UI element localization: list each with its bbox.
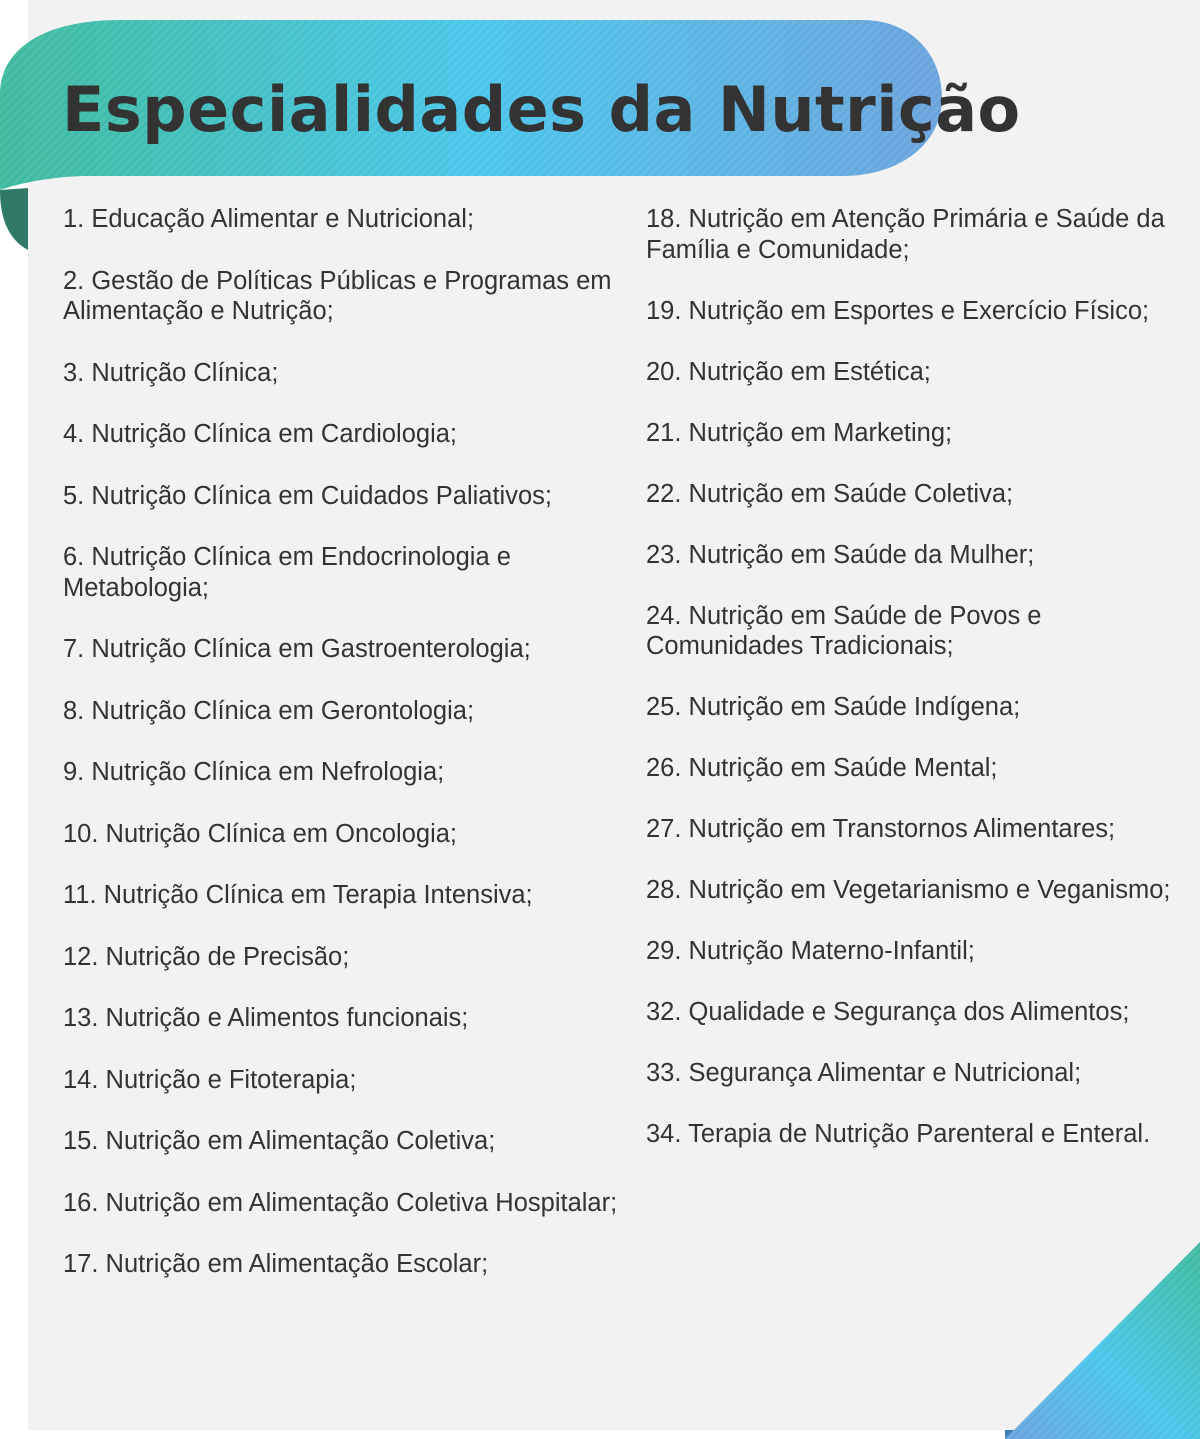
specialties-list-right — [646, 204, 1186, 1180]
list-item: 29. Nutrição Materno-Infantil; — [646, 937, 975, 965]
list-item: 2. Gestão de Políticas Públicas e Programas em Alimentação e Nutrição; — [63, 266, 612, 325]
list-item: 17. Nutrição em Alimentação Escolar; — [63, 1250, 489, 1278]
list-item: 21. Nutrição em Marketing; — [646, 418, 953, 447]
list-item: 5. Nutrição Clínica em Cuidados Paliativos; — [63, 481, 552, 510]
list-item: 16. Nutrição em Alimentação Coletiva Hospitalar; — [63, 1188, 618, 1217]
list-item: 9. Nutrição Clínica em Nefrologia; — [63, 758, 445, 786]
list-item: 10. Nutrição Clínica em Oncologia; — [63, 819, 458, 848]
list-item: 33. Segurança Alimentar e Nutricional; — [646, 1059, 1082, 1087]
specialties-list-left — [63, 204, 623, 1311]
list-item: 34. Terapia de Nutrição Parenteral e Enteral. — [646, 1120, 1151, 1148]
list-item: 26. Nutrição em Saúde Mental; — [646, 754, 998, 782]
list-item: 3. Nutrição Clínica; — [63, 358, 279, 387]
list-item: 32. Qualidade e Segurança dos Alimentos; — [646, 998, 1130, 1026]
list-item: 13. Nutrição e Alimentos funcionais; — [63, 1004, 469, 1032]
list-item: 28. Nutrição em Vegetarianismo e Veganismo; — [646, 876, 1171, 904]
list-item: 7. Nutrição Clínica em Gastroenterologia; — [63, 635, 531, 663]
banner-curl — [0, 188, 28, 250]
list-item: 12. Nutrição de Precisão; — [63, 942, 350, 971]
list-item: 4. Nutrição Clínica em Cardiologia; — [63, 420, 458, 448]
list-item: 14. Nutrição e Fitoterapia; — [63, 1065, 357, 1094]
list-item: 23. Nutrição em Saúde da Mulher; — [646, 540, 1035, 569]
list-item: 19. Nutrição em Esportes e Exercício Físico; — [646, 296, 1150, 325]
list-item: 24. Nutrição em Saúde de Povos e Comunidades Tradicionais; — [646, 601, 1042, 660]
list-item: 6. Nutrição Clínica em Endocrinologia e Metabologia; — [63, 543, 511, 602]
list-item: 25. Nutrição em Saúde Indígena; — [646, 693, 1021, 721]
list-item: 27. Nutrição em Transtornos Alimentares; — [646, 815, 1116, 843]
list-item: 18. Nutrição em Atenção Primária e Saúde da Família e Comunidade; — [646, 205, 1165, 264]
page-title: Especialidades da Nutrição — [62, 73, 1021, 146]
list-item: 1. Educação Alimentar e Nutricional; — [63, 205, 475, 233]
list-item: 8. Nutrição Clínica em Gerontologia; — [63, 696, 475, 725]
list-item: 20. Nutrição em Estética; — [646, 357, 931, 386]
list-item: 11. Nutrição Clínica em Terapia Intensiva; — [63, 881, 533, 909]
list-item: 15. Nutrição em Alimentação Coletiva; — [63, 1127, 496, 1155]
list-item: 22. Nutrição em Saúde Coletiva; — [646, 479, 1014, 508]
